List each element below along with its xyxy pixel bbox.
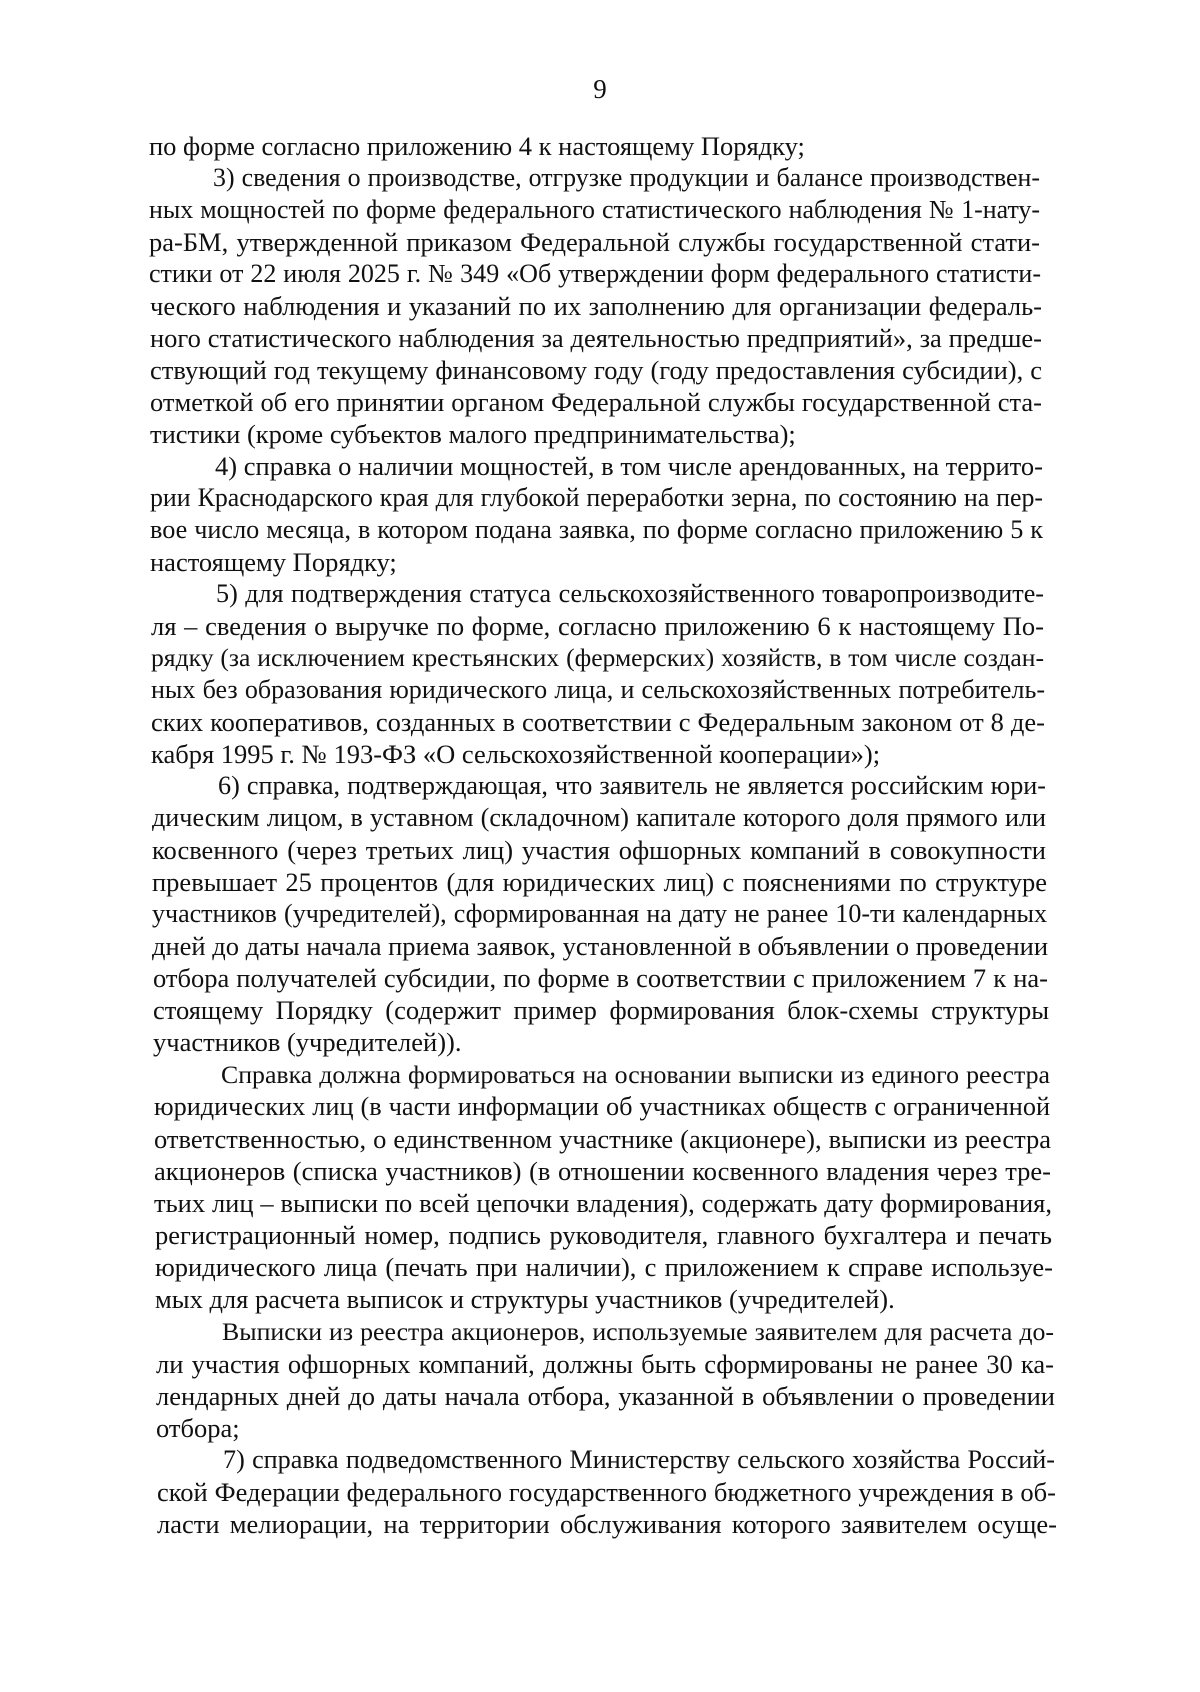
text-line: ческого наблюдения и указаний по их заполнению для организации федераль- — [150, 291, 1042, 321]
text-line: ного статистического наблюдения за деятельностью предприятий», за предше- — [150, 323, 1042, 353]
text-line: ра-БМ, утвержденной приказом Федеральной службы государственной стати- — [149, 227, 1040, 257]
text-line: лендарных дней до даты начала отбора, указанной в объявлении о проведении — [156, 1381, 1055, 1411]
text-line: отбора; — [156, 1413, 240, 1443]
text-line: 5) для подтверждения статуса сельскохозяйственного товаропроизводите- — [216, 579, 1044, 608]
text-line: ласти мелиорации, на территории обслуживания которого заявителем осуще- — [157, 1509, 1057, 1539]
text-line: акционеров (списка участников) (в отношении косвенного владения через тре- — [154, 1156, 1051, 1186]
text-line: стики от 22 июля 2025 г. № 349 «Об утверждении форм федерального статисти- — [149, 259, 1041, 288]
text-line: ля – сведения о выручке по форме, согласно приложению 6 к настоящему По- — [151, 611, 1044, 641]
text-line: ных мощностей по форме федерального статистического наблюдения № 1-нату- — [149, 195, 1040, 224]
text-line: 3) сведения о производстве, отгрузке продукции и балансе производствен- — [213, 163, 1040, 192]
text-line: рии Краснодарского края для глубокой переработки зерна, по состоянию на пер- — [150, 483, 1043, 512]
text-line: 4) справка о наличии мощностей, в том числе арендованных, на террито- — [215, 451, 1043, 481]
text-line: юридических лиц (в части информации об участниках обществ с ограниченной — [154, 1092, 1050, 1121]
text-line: дическим лицом, в уставном (складочном) капитале которого доля прямого или — [152, 803, 1046, 832]
text-line: вое число месяца, в котором подана заявка, по форме согласно приложению 5 к — [150, 515, 1043, 544]
text-line: стоящему Порядку (содержит пример формирования блок-схемы структуры — [153, 995, 1049, 1025]
text-line: участников (учредителей), сформированная на дату не ранее 10-ти календарных — [152, 899, 1047, 928]
text-line: тистики (кроме субъектов малого предпринимательства); — [150, 419, 796, 449]
text-line: ответственностью, о единственном участнике (акционере), выписки из реестра — [154, 1124, 1051, 1154]
text-line: настоящему Порядку; — [150, 547, 397, 577]
text-line: юридического лица (печать при наличии), с приложением к справе используе- — [155, 1252, 1053, 1282]
text-line: кабря 1995 г. № 193-ФЗ «О сельскохозяйственной кооперации»); — [151, 739, 881, 769]
text-line: 6) справка, подтверждающая, что заявитель не является российским юри- — [218, 771, 1046, 800]
text-line: регистрационный номер, подпись руководителя, главного бухгалтера и печать — [155, 1220, 1052, 1250]
text-line: Выписки из реестра акционеров, используемые заявителем для расчета до- — [222, 1317, 1054, 1346]
text-line: Справка должна формироваться на основании выписки из единого реестра — [221, 1060, 1050, 1089]
text-line: превышает 25 процентов (для юридических лиц) с пояснениями по структуре — [152, 867, 1047, 897]
text-line: отметкой об его принятии органом Федеральной службы государственной ста- — [150, 387, 1042, 417]
text-line: отбора получателей субсидии, по форме в соответствии с приложением 7 к на- — [153, 963, 1048, 993]
text-line: мых для расчета выписок и структуры участников (учредителей). — [155, 1284, 895, 1314]
text-line: ских кооперативов, созданных в соответствии с Федеральным законом от 8 де- — [151, 707, 1045, 737]
text-line: дней до даты начала приема заявок, установленной в объявлении о проведении — [152, 931, 1048, 961]
text-line: ствующий год текущему финансовому году (году предоставления субсидии), с — [150, 355, 1042, 385]
page-number: 9 — [593, 74, 607, 104]
text-line: ли участия офшорных компаний, должны быть сформированы не ранее 30 ка- — [156, 1349, 1054, 1379]
text-line: участников (учредителей)). — [153, 1027, 462, 1057]
text-line: тьих лиц – выписки по всей цепочки владения), содержать дату формирования, — [154, 1188, 1052, 1218]
text-line: ской Федерации федерального государственного бюджетного учреждения в об- — [157, 1477, 1056, 1507]
text-line: 7) справка подведомственного Министерству сельского хозяйства Россий- — [223, 1445, 1055, 1474]
text-line: ных без образования юридического лица, и сельскохозяйственных потребитель- — [151, 675, 1045, 704]
text-line: косвенного (через третьих лиц) участия офшорных компаний в совокупности — [152, 835, 1046, 865]
text-line: рядку (за исключением крестьянских (фермерских) хозяйств, в том числе создан- — [151, 643, 1044, 672]
text-line: по форме согласно приложению 4 к настоящему Порядку; — [149, 131, 805, 161]
